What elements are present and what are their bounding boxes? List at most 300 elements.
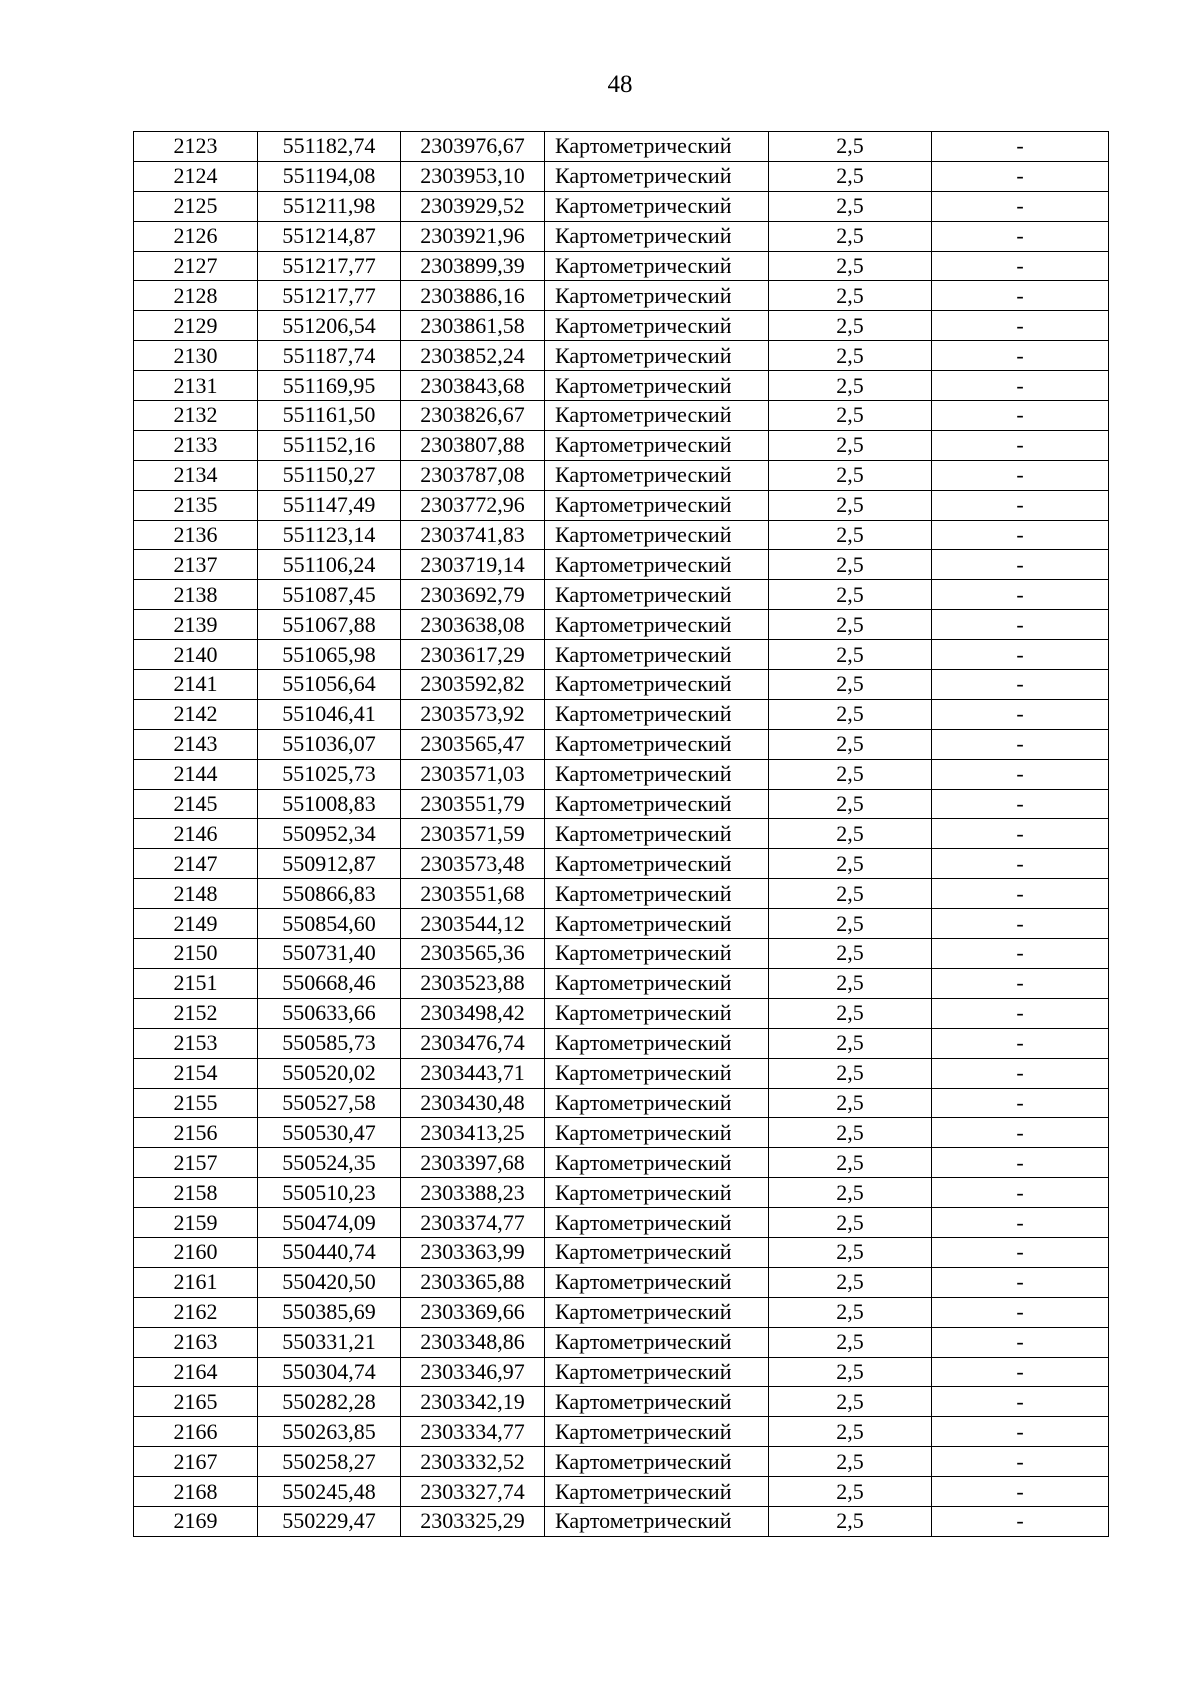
table-row bbox=[134, 699, 1109, 729]
table-row bbox=[134, 1118, 1109, 1148]
accuracy-cell: 2,5 bbox=[769, 849, 932, 879]
y-coordinate-cell: 2303327,74 bbox=[401, 1477, 545, 1507]
accuracy-cell: 2,5 bbox=[769, 1267, 932, 1297]
x-coordinate-cell: 551150,27 bbox=[258, 460, 401, 490]
note-cell: - bbox=[932, 610, 1109, 640]
y-coordinate-cell: 2303787,08 bbox=[401, 460, 545, 490]
y-coordinate-cell: 2303430,48 bbox=[401, 1088, 545, 1118]
note-cell: - bbox=[932, 161, 1109, 191]
note-cell: - bbox=[932, 1387, 1109, 1417]
x-coordinate-cell: 550282,28 bbox=[258, 1387, 401, 1417]
y-coordinate-cell: 2303573,92 bbox=[401, 699, 545, 729]
method-cell: Картометрический bbox=[545, 221, 769, 251]
accuracy-cell: 2,5 bbox=[769, 1327, 932, 1357]
table-row bbox=[134, 1267, 1109, 1297]
accuracy-cell: 2,5 bbox=[769, 879, 932, 909]
point-number-cell: 2157 bbox=[134, 1148, 258, 1178]
point-number-cell: 2168 bbox=[134, 1477, 258, 1507]
method-cell: Картометрический bbox=[545, 849, 769, 879]
point-number-cell: 2135 bbox=[134, 490, 258, 520]
method-cell: Картометрический bbox=[545, 430, 769, 460]
x-coordinate-cell: 550385,69 bbox=[258, 1297, 401, 1327]
x-coordinate-cell: 551217,77 bbox=[258, 251, 401, 281]
note-cell: - bbox=[932, 401, 1109, 431]
table-row bbox=[134, 1208, 1109, 1238]
note-cell: - bbox=[932, 1357, 1109, 1387]
note-cell: - bbox=[932, 490, 1109, 520]
note-cell: - bbox=[932, 1208, 1109, 1238]
method-cell: Картометрический bbox=[545, 1417, 769, 1447]
note-cell: - bbox=[932, 879, 1109, 909]
method-cell: Картометрический bbox=[545, 1148, 769, 1178]
note-cell: - bbox=[932, 1327, 1109, 1357]
table-row bbox=[134, 371, 1109, 401]
accuracy-cell: 2,5 bbox=[769, 610, 932, 640]
accuracy-cell: 2,5 bbox=[769, 401, 932, 431]
table-row bbox=[134, 132, 1109, 162]
point-number-cell: 2127 bbox=[134, 251, 258, 281]
method-cell: Картометрический bbox=[545, 460, 769, 490]
note-cell: - bbox=[932, 311, 1109, 341]
y-coordinate-cell: 2303365,88 bbox=[401, 1267, 545, 1297]
accuracy-cell: 2,5 bbox=[769, 132, 932, 162]
accuracy-cell: 2,5 bbox=[769, 819, 932, 849]
x-coordinate-cell: 550420,50 bbox=[258, 1267, 401, 1297]
table-row bbox=[134, 819, 1109, 849]
point-number-cell: 2126 bbox=[134, 221, 258, 251]
note-cell: - bbox=[932, 998, 1109, 1028]
table-row bbox=[134, 1417, 1109, 1447]
table-row bbox=[134, 640, 1109, 670]
table-row bbox=[134, 430, 1109, 460]
method-cell: Картометрический bbox=[545, 729, 769, 759]
x-coordinate-cell: 550440,74 bbox=[258, 1237, 401, 1267]
x-coordinate-cell: 551046,41 bbox=[258, 699, 401, 729]
x-coordinate-cell: 551008,83 bbox=[258, 789, 401, 819]
accuracy-cell: 2,5 bbox=[769, 1148, 932, 1178]
x-coordinate-cell: 550585,73 bbox=[258, 1028, 401, 1058]
x-coordinate-cell: 550229,47 bbox=[258, 1506, 401, 1536]
method-cell: Картометрический bbox=[545, 161, 769, 191]
point-number-cell: 2139 bbox=[134, 610, 258, 640]
table-row bbox=[134, 729, 1109, 759]
table-row bbox=[134, 1506, 1109, 1536]
accuracy-cell: 2,5 bbox=[769, 251, 932, 281]
point-number-cell: 2152 bbox=[134, 998, 258, 1028]
point-number-cell: 2167 bbox=[134, 1447, 258, 1477]
point-number-cell: 2147 bbox=[134, 849, 258, 879]
point-number-cell: 2133 bbox=[134, 430, 258, 460]
point-number-cell: 2134 bbox=[134, 460, 258, 490]
table-row bbox=[134, 1477, 1109, 1507]
point-number-cell: 2158 bbox=[134, 1178, 258, 1208]
method-cell: Картометрический bbox=[545, 759, 769, 789]
table-row bbox=[134, 550, 1109, 580]
x-coordinate-cell: 550912,87 bbox=[258, 849, 401, 879]
x-coordinate-cell: 551217,77 bbox=[258, 281, 401, 311]
accuracy-cell: 2,5 bbox=[769, 1357, 932, 1387]
accuracy-cell: 2,5 bbox=[769, 371, 932, 401]
point-number-cell: 2166 bbox=[134, 1417, 258, 1447]
accuracy-cell: 2,5 bbox=[769, 221, 932, 251]
accuracy-cell: 2,5 bbox=[769, 998, 932, 1028]
point-number-cell: 2156 bbox=[134, 1118, 258, 1148]
point-number-cell: 2125 bbox=[134, 191, 258, 221]
x-coordinate-cell: 551206,54 bbox=[258, 311, 401, 341]
table-row bbox=[134, 161, 1109, 191]
accuracy-cell: 2,5 bbox=[769, 1118, 932, 1148]
table-row bbox=[134, 520, 1109, 550]
note-cell: - bbox=[932, 640, 1109, 670]
note-cell: - bbox=[932, 281, 1109, 311]
point-number-cell: 2164 bbox=[134, 1357, 258, 1387]
table-row bbox=[134, 1297, 1109, 1327]
note-cell: - bbox=[932, 1028, 1109, 1058]
x-coordinate-cell: 551036,07 bbox=[258, 729, 401, 759]
method-cell: Картометрический bbox=[545, 1058, 769, 1088]
note-cell: - bbox=[932, 1178, 1109, 1208]
point-number-cell: 2130 bbox=[134, 341, 258, 371]
table-row bbox=[134, 998, 1109, 1028]
accuracy-cell: 2,5 bbox=[769, 430, 932, 460]
point-number-cell: 2145 bbox=[134, 789, 258, 819]
point-number-cell: 2140 bbox=[134, 640, 258, 670]
table-row bbox=[134, 460, 1109, 490]
y-coordinate-cell: 2303498,42 bbox=[401, 998, 545, 1028]
y-coordinate-cell: 2303638,08 bbox=[401, 610, 545, 640]
accuracy-cell: 2,5 bbox=[769, 670, 932, 700]
accuracy-cell: 2,5 bbox=[769, 699, 932, 729]
point-number-cell: 2129 bbox=[134, 311, 258, 341]
x-coordinate-cell: 550854,60 bbox=[258, 909, 401, 939]
note-cell: - bbox=[932, 1148, 1109, 1178]
point-number-cell: 2149 bbox=[134, 909, 258, 939]
y-coordinate-cell: 2303363,99 bbox=[401, 1237, 545, 1267]
note-cell: - bbox=[932, 191, 1109, 221]
method-cell: Картометрический bbox=[545, 1297, 769, 1327]
point-number-cell: 2137 bbox=[134, 550, 258, 580]
y-coordinate-cell: 2303374,77 bbox=[401, 1208, 545, 1238]
note-cell: - bbox=[932, 939, 1109, 969]
point-number-cell: 2146 bbox=[134, 819, 258, 849]
y-coordinate-cell: 2303342,19 bbox=[401, 1387, 545, 1417]
y-coordinate-cell: 2303346,97 bbox=[401, 1357, 545, 1387]
note-cell: - bbox=[932, 909, 1109, 939]
point-number-cell: 2141 bbox=[134, 670, 258, 700]
x-coordinate-cell: 551065,98 bbox=[258, 640, 401, 670]
x-coordinate-cell: 551147,49 bbox=[258, 490, 401, 520]
table-row bbox=[134, 251, 1109, 281]
table-row bbox=[134, 968, 1109, 998]
method-cell: Картометрический bbox=[545, 311, 769, 341]
y-coordinate-cell: 2303523,88 bbox=[401, 968, 545, 998]
note-cell: - bbox=[932, 1267, 1109, 1297]
accuracy-cell: 2,5 bbox=[769, 1028, 932, 1058]
point-number-cell: 2165 bbox=[134, 1387, 258, 1417]
point-number-cell: 2136 bbox=[134, 520, 258, 550]
y-coordinate-cell: 2303861,58 bbox=[401, 311, 545, 341]
y-coordinate-cell: 2303807,88 bbox=[401, 430, 545, 460]
point-number-cell: 2163 bbox=[134, 1327, 258, 1357]
point-number-cell: 2128 bbox=[134, 281, 258, 311]
y-coordinate-cell: 2303741,83 bbox=[401, 520, 545, 550]
y-coordinate-cell: 2303369,66 bbox=[401, 1297, 545, 1327]
accuracy-cell: 2,5 bbox=[769, 1178, 932, 1208]
note-cell: - bbox=[932, 819, 1109, 849]
x-coordinate-cell: 550524,35 bbox=[258, 1148, 401, 1178]
point-number-cell: 2169 bbox=[134, 1506, 258, 1536]
x-coordinate-cell: 551025,73 bbox=[258, 759, 401, 789]
method-cell: Картометрический bbox=[545, 550, 769, 580]
coordinates-table bbox=[133, 131, 1109, 1537]
accuracy-cell: 2,5 bbox=[769, 550, 932, 580]
accuracy-cell: 2,5 bbox=[769, 729, 932, 759]
x-coordinate-cell: 551056,64 bbox=[258, 670, 401, 700]
table-row bbox=[134, 1357, 1109, 1387]
method-cell: Картометрический bbox=[545, 879, 769, 909]
accuracy-cell: 2,5 bbox=[769, 1088, 932, 1118]
table-row bbox=[134, 1058, 1109, 1088]
note-cell: - bbox=[932, 968, 1109, 998]
y-coordinate-cell: 2303325,29 bbox=[401, 1506, 545, 1536]
table-row bbox=[134, 401, 1109, 431]
accuracy-cell: 2,5 bbox=[769, 1387, 932, 1417]
accuracy-cell: 2,5 bbox=[769, 1208, 932, 1238]
point-number-cell: 2153 bbox=[134, 1028, 258, 1058]
y-coordinate-cell: 2303551,79 bbox=[401, 789, 545, 819]
accuracy-cell: 2,5 bbox=[769, 1237, 932, 1267]
note-cell: - bbox=[932, 1447, 1109, 1477]
point-number-cell: 2155 bbox=[134, 1088, 258, 1118]
x-coordinate-cell: 550304,74 bbox=[258, 1357, 401, 1387]
accuracy-cell: 2,5 bbox=[769, 1506, 932, 1536]
y-coordinate-cell: 2303413,25 bbox=[401, 1118, 545, 1148]
x-coordinate-cell: 551152,16 bbox=[258, 430, 401, 460]
note-cell: - bbox=[932, 580, 1109, 610]
note-cell: - bbox=[932, 670, 1109, 700]
accuracy-cell: 2,5 bbox=[769, 789, 932, 819]
y-coordinate-cell: 2303886,16 bbox=[401, 281, 545, 311]
point-number-cell: 2161 bbox=[134, 1267, 258, 1297]
y-coordinate-cell: 2303565,36 bbox=[401, 939, 545, 969]
table-row bbox=[134, 191, 1109, 221]
note-cell: - bbox=[932, 1118, 1109, 1148]
x-coordinate-cell: 551194,08 bbox=[258, 161, 401, 191]
x-coordinate-cell: 550530,47 bbox=[258, 1118, 401, 1148]
method-cell: Картометрический bbox=[545, 251, 769, 281]
x-coordinate-cell: 551161,50 bbox=[258, 401, 401, 431]
method-cell: Картометрический bbox=[545, 580, 769, 610]
table-row bbox=[134, 580, 1109, 610]
note-cell: - bbox=[932, 1237, 1109, 1267]
table-row bbox=[134, 879, 1109, 909]
note-cell: - bbox=[932, 789, 1109, 819]
accuracy-cell: 2,5 bbox=[769, 640, 932, 670]
y-coordinate-cell: 2303617,29 bbox=[401, 640, 545, 670]
method-cell: Картометрический bbox=[545, 909, 769, 939]
y-coordinate-cell: 2303772,96 bbox=[401, 490, 545, 520]
method-cell: Картометрический bbox=[545, 819, 769, 849]
note-cell: - bbox=[932, 849, 1109, 879]
method-cell: Картометрический bbox=[545, 1477, 769, 1507]
point-number-cell: 2138 bbox=[134, 580, 258, 610]
accuracy-cell: 2,5 bbox=[769, 759, 932, 789]
method-cell: Картометрический bbox=[545, 610, 769, 640]
accuracy-cell: 2,5 bbox=[769, 490, 932, 520]
table-row bbox=[134, 1148, 1109, 1178]
note-cell: - bbox=[932, 132, 1109, 162]
method-cell: Картометрический bbox=[545, 281, 769, 311]
point-number-cell: 2142 bbox=[134, 699, 258, 729]
table-row bbox=[134, 1028, 1109, 1058]
y-coordinate-cell: 2303397,68 bbox=[401, 1148, 545, 1178]
x-coordinate-cell: 551067,88 bbox=[258, 610, 401, 640]
method-cell: Картометрический bbox=[545, 968, 769, 998]
accuracy-cell: 2,5 bbox=[769, 520, 932, 550]
note-cell: - bbox=[932, 759, 1109, 789]
point-number-cell: 2123 bbox=[134, 132, 258, 162]
method-cell: Картометрический bbox=[545, 1267, 769, 1297]
method-cell: Картометрический bbox=[545, 490, 769, 520]
note-cell: - bbox=[932, 221, 1109, 251]
note-cell: - bbox=[932, 1058, 1109, 1088]
table-row bbox=[134, 849, 1109, 879]
table-row bbox=[134, 909, 1109, 939]
table-row bbox=[134, 1237, 1109, 1267]
note-cell: - bbox=[932, 1297, 1109, 1327]
method-cell: Картометрический bbox=[545, 998, 769, 1028]
accuracy-cell: 2,5 bbox=[769, 1058, 932, 1088]
y-coordinate-cell: 2303921,96 bbox=[401, 221, 545, 251]
y-coordinate-cell: 2303348,86 bbox=[401, 1327, 545, 1357]
x-coordinate-cell: 550474,09 bbox=[258, 1208, 401, 1238]
note-cell: - bbox=[932, 1506, 1109, 1536]
table-row bbox=[134, 281, 1109, 311]
point-number-cell: 2154 bbox=[134, 1058, 258, 1088]
accuracy-cell: 2,5 bbox=[769, 580, 932, 610]
table-row bbox=[134, 610, 1109, 640]
accuracy-cell: 2,5 bbox=[769, 191, 932, 221]
x-coordinate-cell: 551106,24 bbox=[258, 550, 401, 580]
table-row bbox=[134, 1327, 1109, 1357]
accuracy-cell: 2,5 bbox=[769, 939, 932, 969]
accuracy-cell: 2,5 bbox=[769, 341, 932, 371]
table-row bbox=[134, 490, 1109, 520]
x-coordinate-cell: 551169,95 bbox=[258, 371, 401, 401]
point-number-cell: 2143 bbox=[134, 729, 258, 759]
table-row bbox=[134, 939, 1109, 969]
y-coordinate-cell: 2303852,24 bbox=[401, 341, 545, 371]
note-cell: - bbox=[932, 520, 1109, 550]
method-cell: Картометрический bbox=[545, 1447, 769, 1477]
accuracy-cell: 2,5 bbox=[769, 1297, 932, 1327]
x-coordinate-cell: 550866,83 bbox=[258, 879, 401, 909]
accuracy-cell: 2,5 bbox=[769, 1417, 932, 1447]
note-cell: - bbox=[932, 729, 1109, 759]
point-number-cell: 2160 bbox=[134, 1237, 258, 1267]
y-coordinate-cell: 2303332,52 bbox=[401, 1447, 545, 1477]
y-coordinate-cell: 2303571,03 bbox=[401, 759, 545, 789]
x-coordinate-cell: 550510,23 bbox=[258, 1178, 401, 1208]
y-coordinate-cell: 2303899,39 bbox=[401, 251, 545, 281]
x-coordinate-cell: 550520,02 bbox=[258, 1058, 401, 1088]
table-row bbox=[134, 341, 1109, 371]
method-cell: Картометрический bbox=[545, 1178, 769, 1208]
note-cell: - bbox=[932, 1477, 1109, 1507]
x-coordinate-cell: 550527,58 bbox=[258, 1088, 401, 1118]
y-coordinate-cell: 2303551,68 bbox=[401, 879, 545, 909]
accuracy-cell: 2,5 bbox=[769, 1447, 932, 1477]
y-coordinate-cell: 2303565,47 bbox=[401, 729, 545, 759]
x-coordinate-cell: 550633,66 bbox=[258, 998, 401, 1028]
method-cell: Картометрический bbox=[545, 640, 769, 670]
note-cell: - bbox=[932, 341, 1109, 371]
method-cell: Картометрический bbox=[545, 1208, 769, 1238]
x-coordinate-cell: 550331,21 bbox=[258, 1327, 401, 1357]
method-cell: Картометрический bbox=[545, 191, 769, 221]
method-cell: Картометрический bbox=[545, 1028, 769, 1058]
method-cell: Картометрический bbox=[545, 1237, 769, 1267]
accuracy-cell: 2,5 bbox=[769, 281, 932, 311]
y-coordinate-cell: 2303953,10 bbox=[401, 161, 545, 191]
method-cell: Картометрический bbox=[545, 341, 769, 371]
table-row bbox=[134, 1088, 1109, 1118]
note-cell: - bbox=[932, 251, 1109, 281]
y-coordinate-cell: 2303592,82 bbox=[401, 670, 545, 700]
x-coordinate-cell: 551087,45 bbox=[258, 580, 401, 610]
point-number-cell: 2131 bbox=[134, 371, 258, 401]
table-row bbox=[134, 1178, 1109, 1208]
y-coordinate-cell: 2303571,59 bbox=[401, 819, 545, 849]
point-number-cell: 2148 bbox=[134, 879, 258, 909]
y-coordinate-cell: 2303929,52 bbox=[401, 191, 545, 221]
page-number: 48 bbox=[607, 71, 633, 98]
point-number-cell: 2150 bbox=[134, 939, 258, 969]
table-row bbox=[134, 311, 1109, 341]
accuracy-cell: 2,5 bbox=[769, 909, 932, 939]
y-coordinate-cell: 2303573,48 bbox=[401, 849, 545, 879]
method-cell: Картометрический bbox=[545, 939, 769, 969]
point-number-cell: 2124 bbox=[134, 161, 258, 191]
note-cell: - bbox=[932, 1417, 1109, 1447]
y-coordinate-cell: 2303976,67 bbox=[401, 132, 545, 162]
method-cell: Картометрический bbox=[545, 699, 769, 729]
y-coordinate-cell: 2303334,77 bbox=[401, 1417, 545, 1447]
note-cell: - bbox=[932, 430, 1109, 460]
accuracy-cell: 2,5 bbox=[769, 968, 932, 998]
y-coordinate-cell: 2303388,23 bbox=[401, 1178, 545, 1208]
note-cell: - bbox=[932, 699, 1109, 729]
accuracy-cell: 2,5 bbox=[769, 311, 932, 341]
table-row bbox=[134, 1387, 1109, 1417]
method-cell: Картометрический bbox=[545, 670, 769, 700]
y-coordinate-cell: 2303826,67 bbox=[401, 401, 545, 431]
table-row bbox=[134, 670, 1109, 700]
y-coordinate-cell: 2303719,14 bbox=[401, 550, 545, 580]
note-cell: - bbox=[932, 550, 1109, 580]
method-cell: Картометрический bbox=[545, 132, 769, 162]
method-cell: Картометрический bbox=[545, 371, 769, 401]
method-cell: Картометрический bbox=[545, 520, 769, 550]
note-cell: - bbox=[932, 1088, 1109, 1118]
y-coordinate-cell: 2303476,74 bbox=[401, 1028, 545, 1058]
x-coordinate-cell: 551214,87 bbox=[258, 221, 401, 251]
point-number-cell: 2159 bbox=[134, 1208, 258, 1238]
x-coordinate-cell: 551211,98 bbox=[258, 191, 401, 221]
x-coordinate-cell: 550952,34 bbox=[258, 819, 401, 849]
point-number-cell: 2162 bbox=[134, 1297, 258, 1327]
x-coordinate-cell: 550668,46 bbox=[258, 968, 401, 998]
